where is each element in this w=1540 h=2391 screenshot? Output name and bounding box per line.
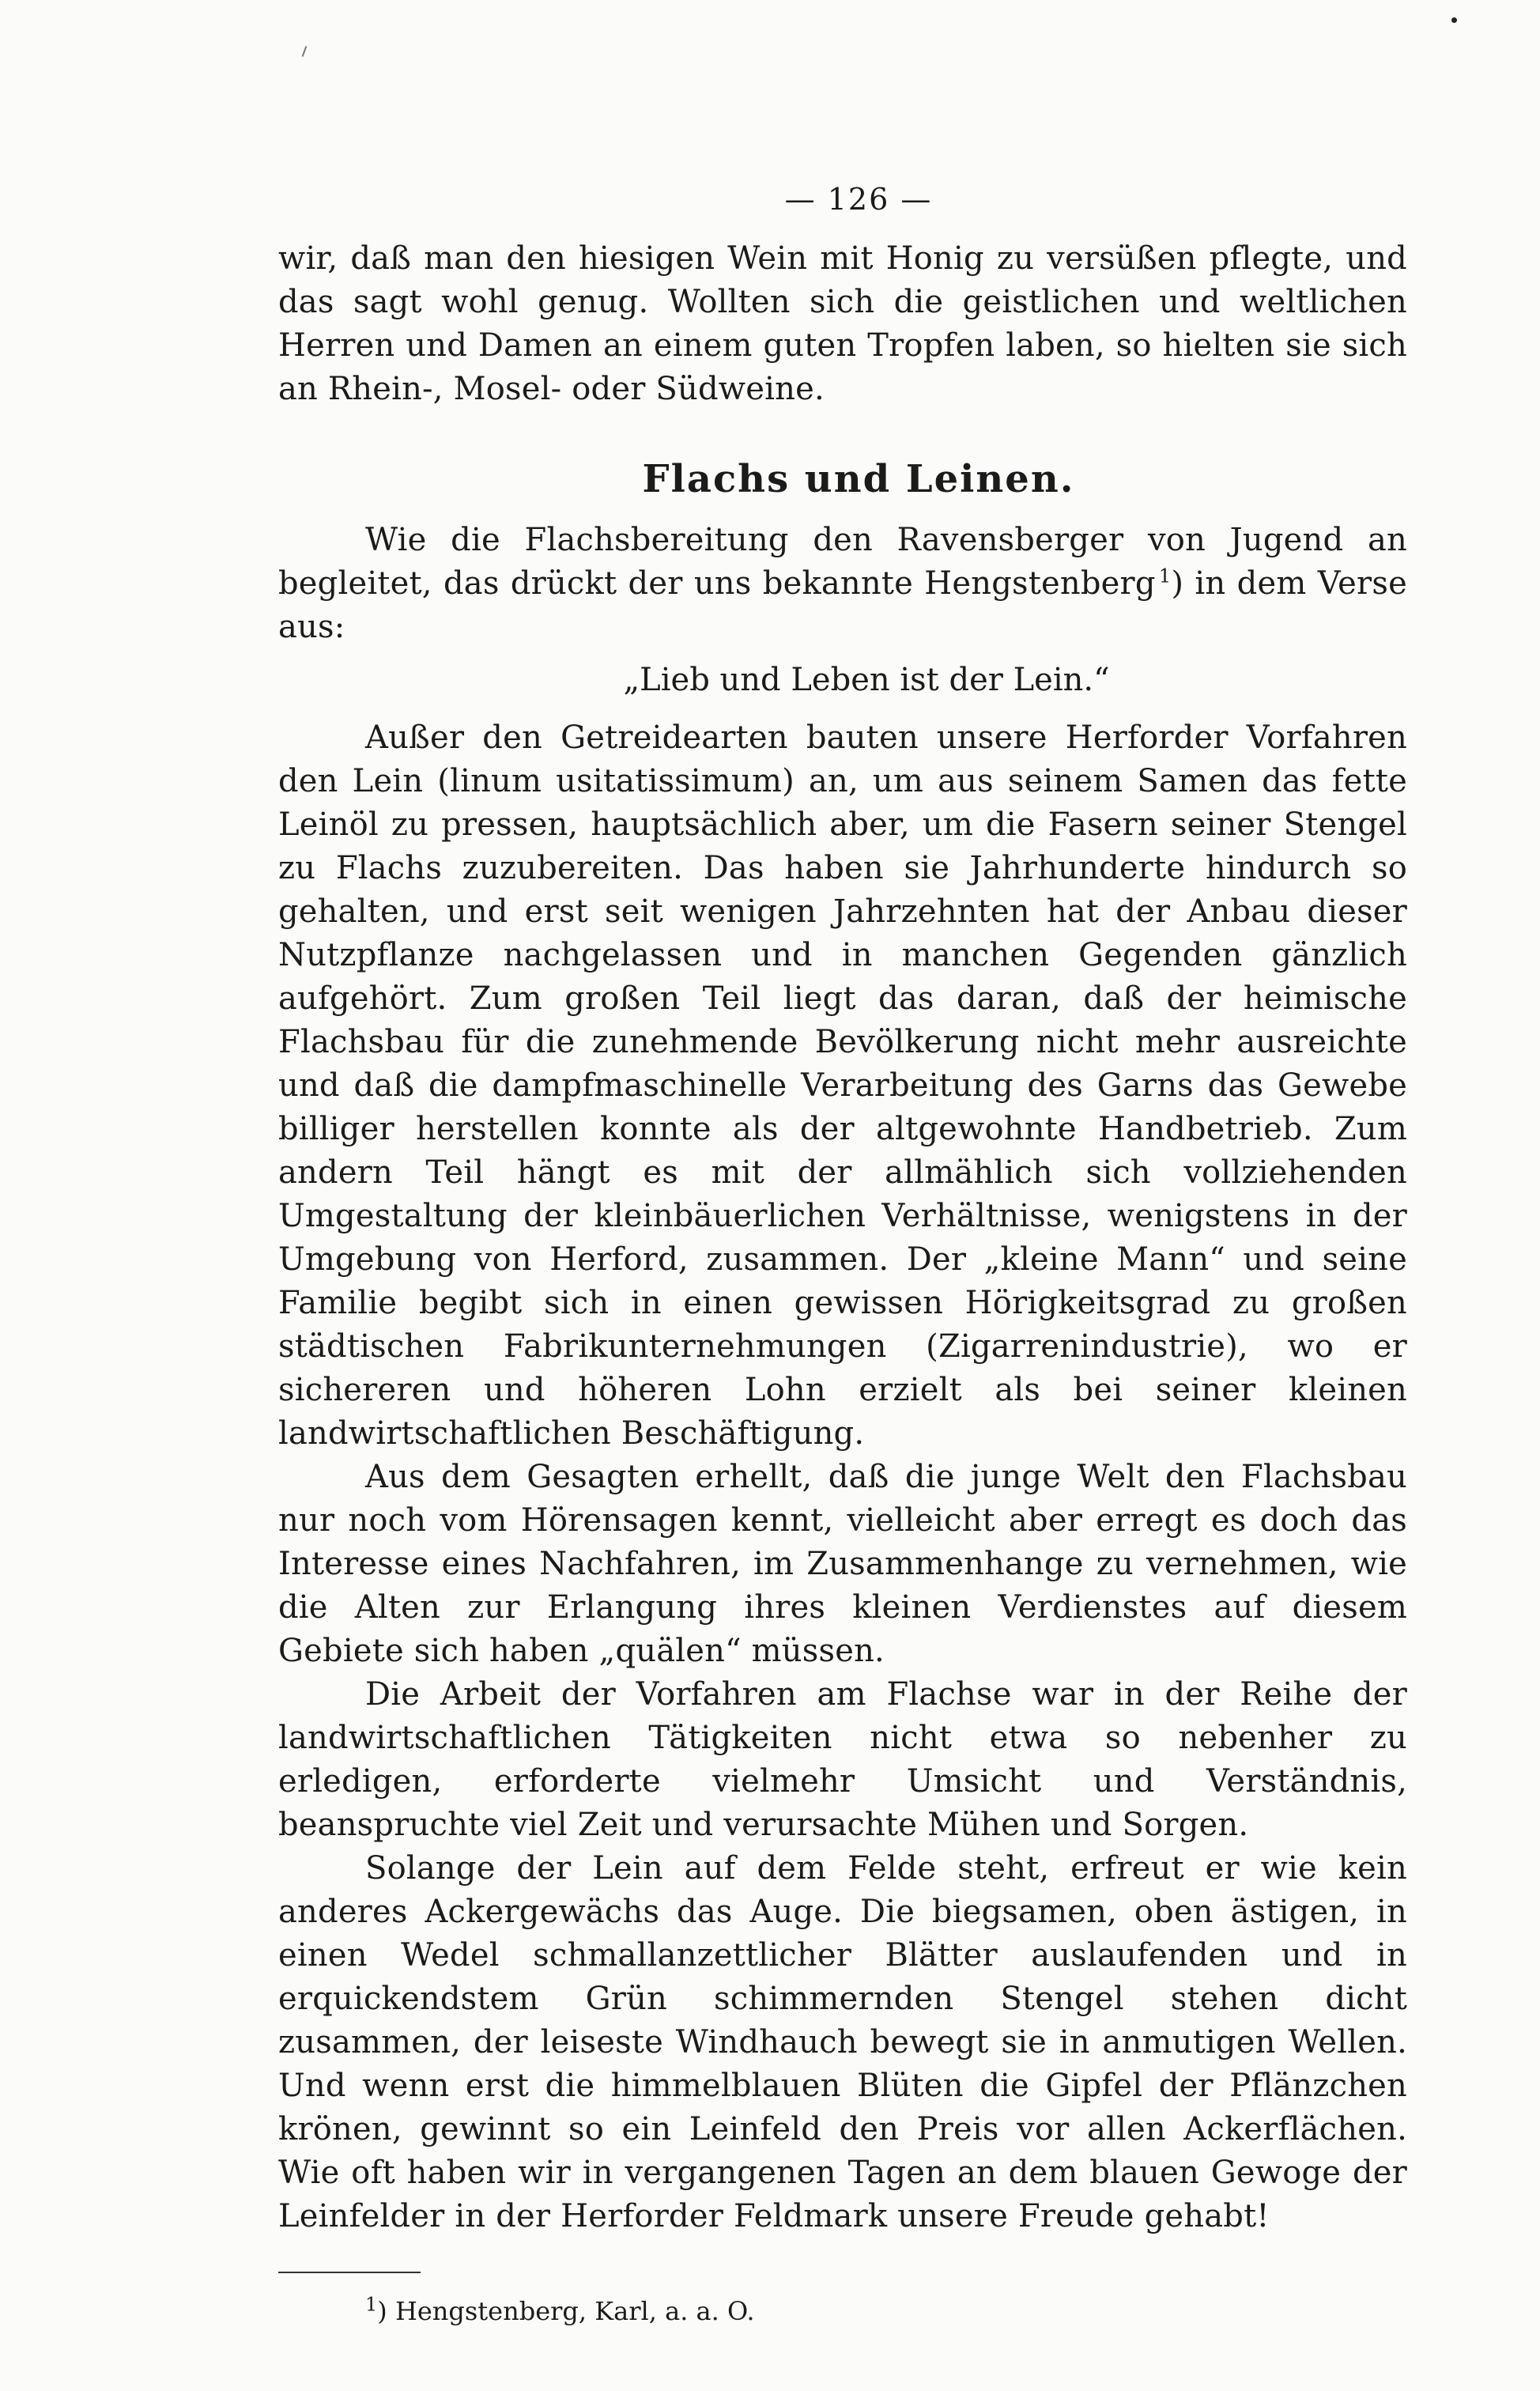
paragraph-1 <box>278 519 1407 649</box>
intro-paragraph: wir, daß man den hiesigen Wein mit Honig zu versüßen pflegte, und das sagt wohl genug. Wollten sich die geistlichen und weltlichen Herren und Damen an einem guten Tropfen laben, so hielten sie sich an Rhein-, Mosel- oder Südweine. <box>278 240 1407 407</box>
page-number: — 126 — <box>784 182 933 217</box>
paragraph-3: Aus dem Gesagten erhellt, daß die junge Welt den Flachsbau nur noch vom Hörensagen kennt, vielleicht aber erregt es doch das Interesse eines Nachfahren, im Zusammenhange zu vernehmen, wie die Alten zur Erlangung ihres kleinen Verdienstes auf diesem Gebiete sich haben „quälen“ müssen. <box>278 1459 1407 1669</box>
footnote-reference[interactable]: 1 <box>1158 565 1172 587</box>
block-quote: „Lieb und Leben ist der Lein.“ <box>623 662 1110 698</box>
paragraph-2: Außer den Getreidearten bauten unsere Herforder Vorfahren den Lein (linum usitatissimum) an, um aus seinem Samen das fette Leinöl zu pressen, hauptsächlich aber, um die Fasern seiner Stengel zu Flachs zuzubereiten. Das haben sie Jahrhunderte hindurch so gehalten, und erst seit wenigen Jahrzehnten hat der Anbau dieser Nutzpflanze nachgelassen und in manchen Gegenden gänzlich aufgehört. Zum großen Teil liegt das daran, daß der heimische Flachsbau für die zunehmende Bevölkerung nicht mehr ausreichte und daß die dampfmaschinelle Verarbeitung des Garns das Gewebe billiger herstellen konnte als der altgewohnte Handbetrieb. Zum andern Teil hängt es mit der allmählich sich vollziehenden Umgestaltung der kleinbäuerlichen Verhältnisse, wenigstens in der Umgebung von Herford, zusammen. Der „kleine Mann“ und seine Familie begibt sich in einen gewissen Hörigkeitsgrad zu großen städtischen Fabrikunternehmungen (Zigarrenindustrie), wo er sichereren und höheren Lohn erzielt als bei seiner kleinen landwirtschaftlichen Beschäftigung. <box>278 720 1407 1452</box>
paragraph-5: Solange der Lein auf dem Felde steht, erfreut er wie kein anderes Ackergewächs das Auge. Die biegsamen, oben ästigen, in einen Wedel schmallanzettlicher Blätter auslaufenden und in erquickendstem Grün schimmernden Stengel stehen dicht zusammen, der leiseste Windhauch bewegt sie in anmutigen Wellen. Und wenn erst die himmelblauen Blüten die Gipfel der Pflänzchen krönen, gewinnt so ein Leinfeld den Preis vor allen Ackerflächen. Wie oft haben wir in vergangenen Tagen an dem blauen Gewoge der Leinfelder in der Herforder Feldmark unsere Freude gehabt! <box>278 1850 1407 2234</box>
paper-mark <box>302 46 308 57</box>
footnote <box>278 2294 1407 2329</box>
footnote-marker: 1 <box>365 2293 378 2316</box>
footnote-text: ) Hengstenberg, Karl, a. a. O. <box>377 2296 755 2326</box>
ink-speck <box>1451 17 1457 23</box>
footnote-divider <box>278 2272 421 2273</box>
book-page <box>278 182 1407 2329</box>
paragraph-1-text: Wie die Flachsbereitung den Ravensberger von Jugend an begleitet, das drückt der uns bekannte Hengstenberg <box>278 522 1407 602</box>
paragraph-1-tail: ) in dem Verse aus: <box>278 565 1407 645</box>
section-heading: Flachs und Leinen. <box>642 457 1075 501</box>
paragraph-4: Die Arbeit der Vorfahren am Flachse war in der Reihe der landwirtschaftlichen Tätigkeiten nicht etwa so nebenher zu erledigen, erforderte vielmehr Umsicht und Verständnis, beanspruchte viel Zeit und verursachte Mühen und Sorgen. <box>278 1676 1407 1843</box>
